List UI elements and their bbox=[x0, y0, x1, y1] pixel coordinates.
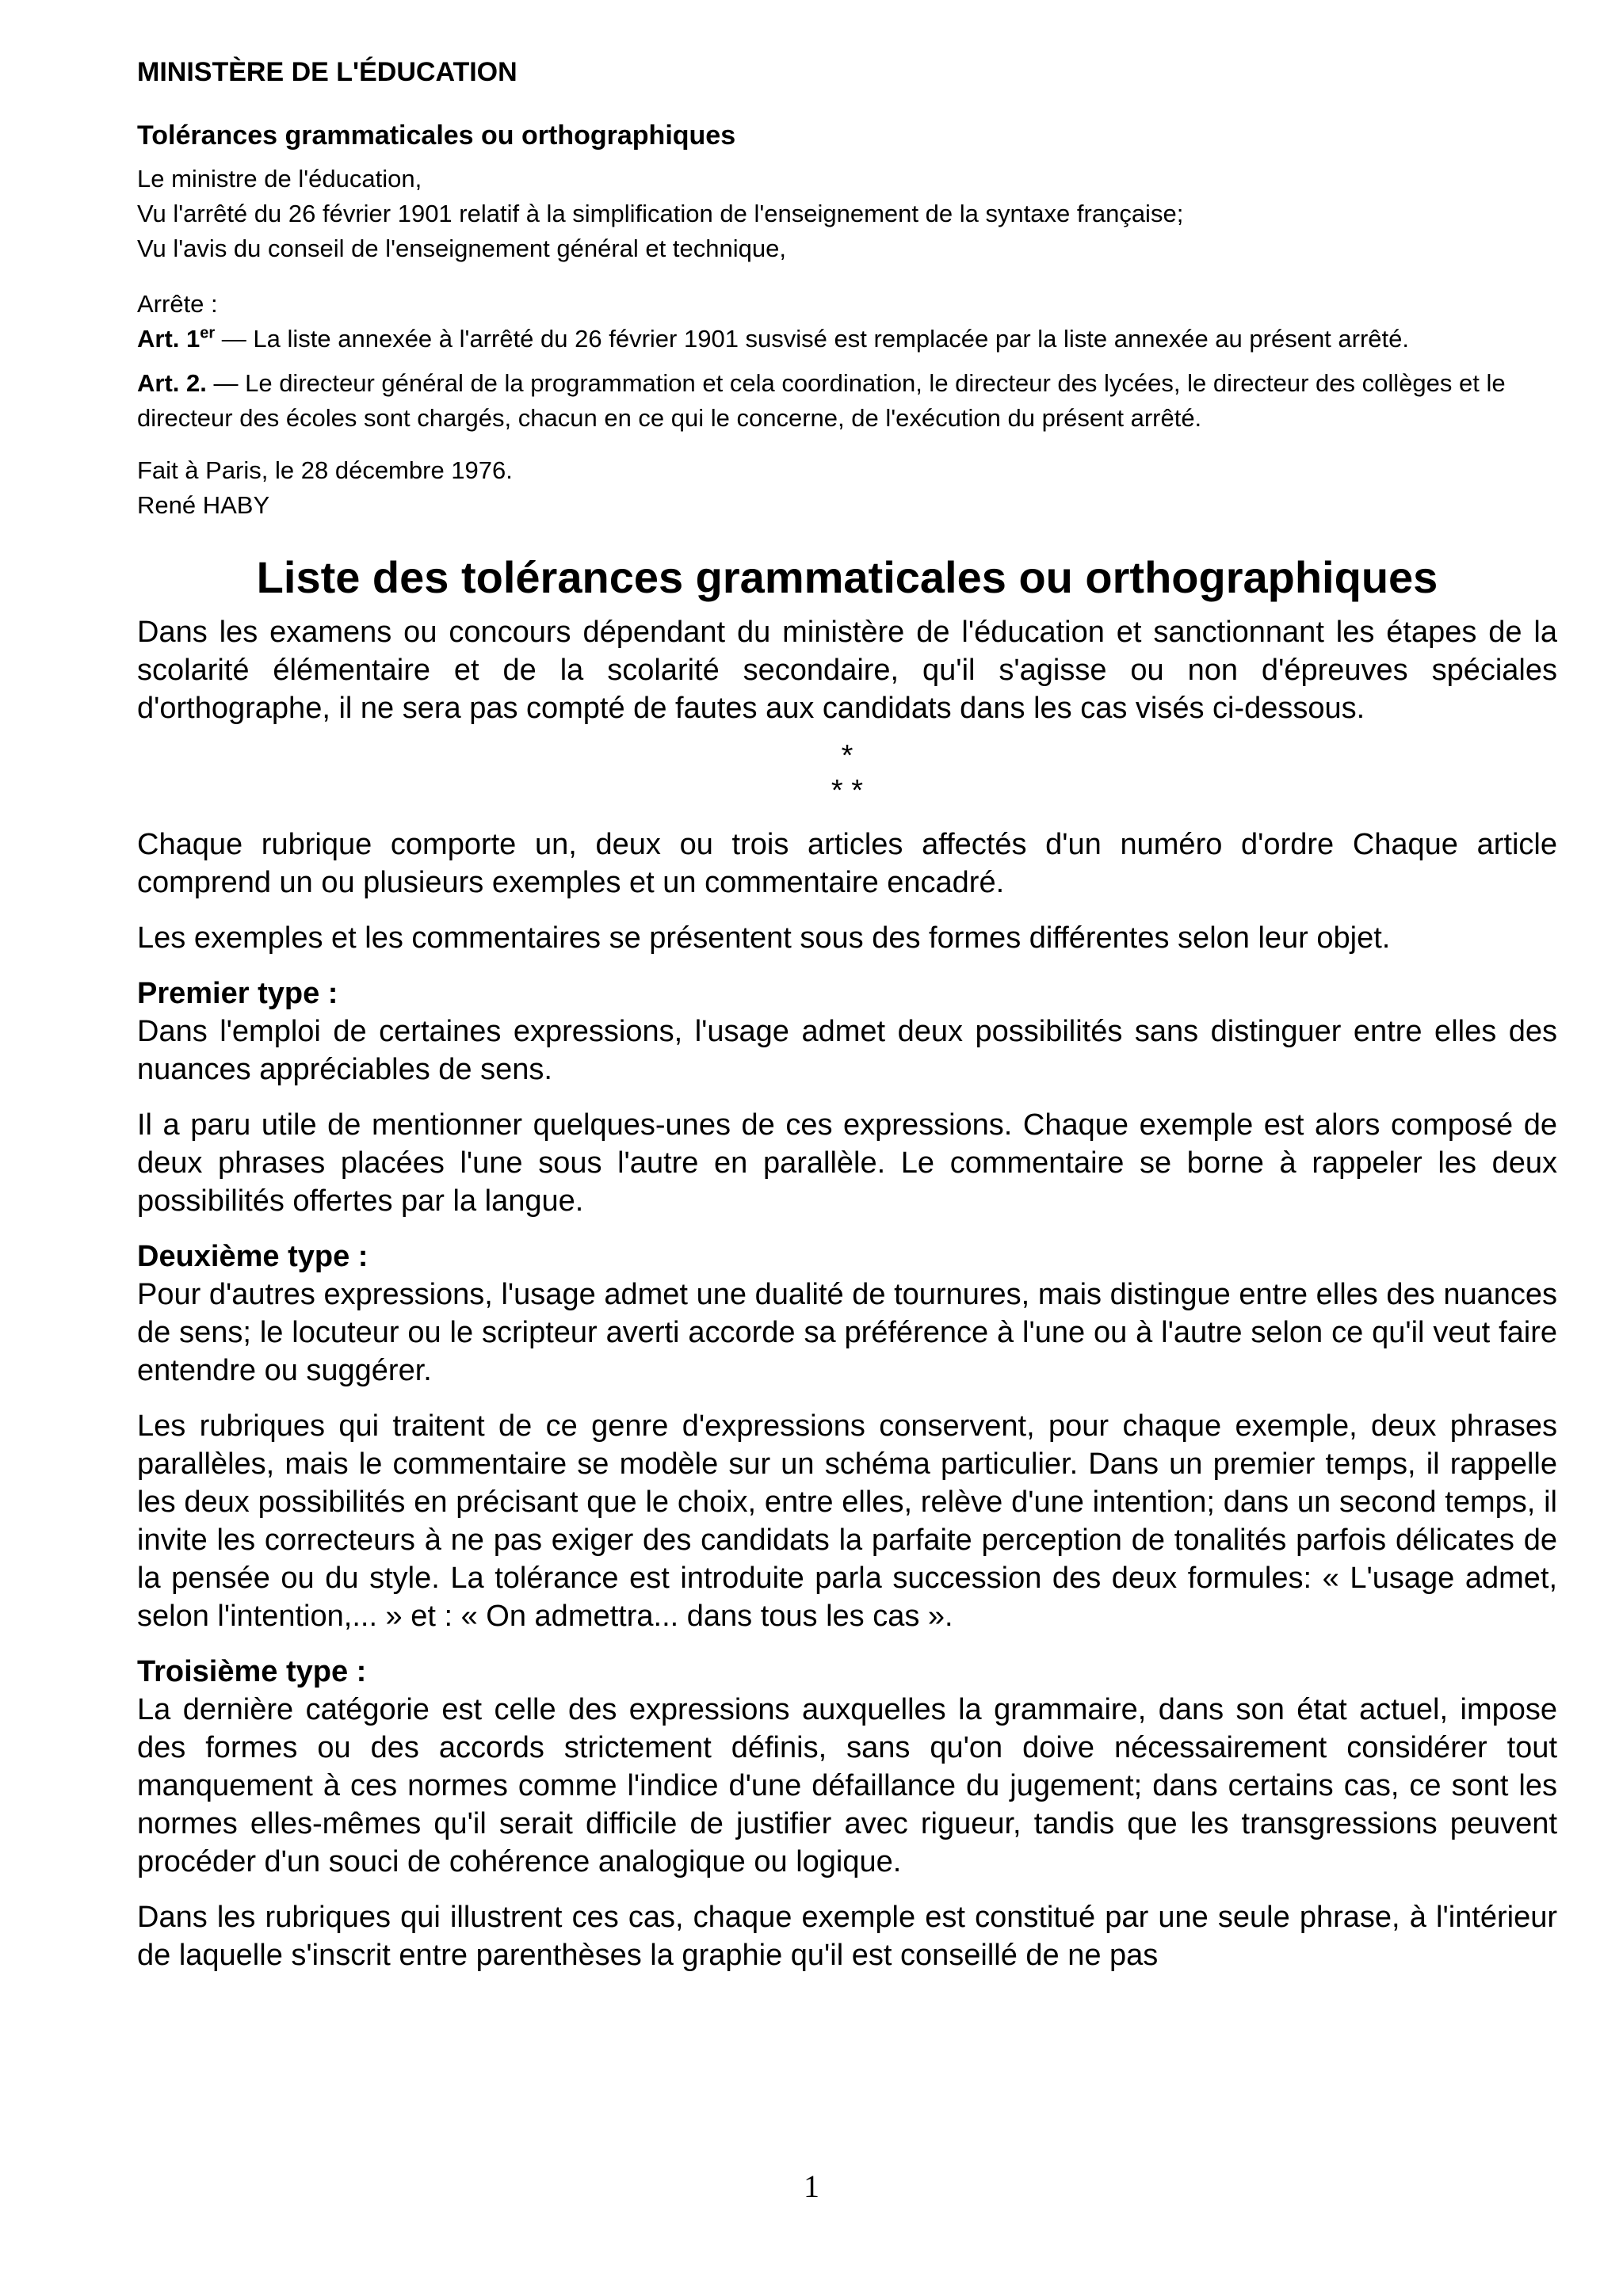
preamble bbox=[137, 162, 1557, 523]
article-2-text: — Le directeur général de la programmation et cela coordination, le directeur des lycées, le directeur des collèges et le directeur des écoles sont chargés, chacun en ce qui le concerne, de l'exécution du présent arrêté. bbox=[137, 369, 1506, 432]
article-1 bbox=[137, 322, 1557, 357]
article-1-label: Art. 1er bbox=[137, 324, 216, 353]
main-title: Liste des tolérances grammaticales ou orthographiques bbox=[256, 552, 1438, 602]
type1-paragraph: Il a paru utile de mentionner quelques-unes de ces expressions. Chaque exemple est alors composé de deux phrases placées l'une sous l'autre en parallèle. Le commentaire se borne à rappeler les deux possibilités offertes par la langue. bbox=[137, 1108, 1557, 1218]
type2-paragraph: Les rubriques qui traitent de ce genre d'expressions conservent, pour chaque exemple, deux phrases parallèles, mais le commentaire se modèle sur un schéma particulier. Dans un premier temps, il rappelle les deux possibilités en précisant que le choix, entre elles, relève d'une intention; dans un second temps, il invite les correcteurs à ne pas exiger des candidats la parfaite perception de tonalités parfois délicates de la pensée ou du style. La tolérance est introduite parla succession des deux formules: « L'usage admet, selon l'intention,... » et : « On admettra... dans tous les cas ». bbox=[137, 1409, 1557, 1633]
type3-paragraph: La dernière catégorie est celle des expressions auxquelles la grammaire, dans son état actuel, impose des formes ou des accords strictement définis, sans qu'on doive nécessairement considérer tout manquement à ces normes comme l'indice d'une défaillance du jugement; dans certains cas, ce sont les normes elles-mêmes qu'il serait difficile de justifier avec rigueur, tandis que les transgressions peuvent procéder d'un souci de cohérence analogique ou logique. bbox=[137, 1693, 1557, 1878]
asterism bbox=[137, 738, 1557, 808]
asterism-bottom: * * bbox=[831, 774, 864, 807]
preamble-line: Vu l'arrêté du 26 février 1901 relatif à la simplification de l'enseignement de la syntaxe française; bbox=[137, 200, 1184, 227]
ministry-heading: MINISTÈRE DE L'ÉDUCATION bbox=[137, 57, 517, 87]
intro-paragraph: Dans les examens ou concours dépendant du ministère de l'éducation et sanctionnant les étapes de la scolarité élémentaire et de la scolarité secondaire, qu'il s'agisse ou non d'épreuves spéciales d'orthographe, il ne sera pas compté de fautes aux candidats dans les cas visés ci-dessous. bbox=[137, 616, 1557, 725]
exemples-paragraph: Les exemples et les commentaires se présentent sous des formes différentes selon leur objet. bbox=[137, 921, 1391, 955]
type1-paragraph: Dans l'emploi de certaines expressions, l'usage admet deux possibilités sans distinguer entre elles des nuances appréciables de sens. bbox=[137, 1015, 1557, 1086]
article-2 bbox=[137, 366, 1557, 436]
type3-heading: Troisième type : bbox=[137, 1655, 367, 1688]
rubrique-paragraph: Chaque rubrique comporte un, deux ou trois articles affectés d'un numéro d'ordre Chaque article comprend un ou plusieurs exemples et un commentaire encadré. bbox=[137, 828, 1557, 899]
type1-heading: Premier type : bbox=[137, 977, 338, 1010]
decree-subtitle: Tolérances grammaticales ou orthographiques bbox=[137, 120, 736, 151]
type2-paragraph: Pour d'autres expressions, l'usage admet une dualité de tournures, mais distingue entre elles des nuances de sens; le locuteur ou le scripteur averti accorde sa préférence à l'une ou à l'autre selon ce qu'il veut faire entendre ou suggérer. bbox=[137, 1278, 1557, 1387]
article-2-label: Art. 2. bbox=[137, 369, 207, 397]
type3-paragraph: Dans les rubriques qui illustrent ces cas, chaque exemple est constitué par une seule phrase, à l'intérieur de laquelle s'inscrit entre parenthèses la graphie qu'il est conseillé de ne pas bbox=[137, 1901, 1557, 1972]
signature-place-date: Fait à Paris, le 28 décembre 1976. bbox=[137, 456, 513, 484]
signature-name: René HABY bbox=[137, 491, 270, 519]
preamble-line: Vu l'avis du conseil de l'enseignement général et technique, bbox=[137, 235, 786, 262]
asterism-top: * bbox=[841, 739, 854, 772]
main-body bbox=[137, 613, 1557, 1974]
preamble-line: Le ministre de l'éducation, bbox=[137, 165, 422, 193]
document-page bbox=[137, 55, 1557, 1992]
article-1-text: — La liste annexée à l'arrêté du 26 février 1901 susvisé est remplacée par la liste annexée au présent arrêté. bbox=[221, 325, 1409, 353]
signature-block bbox=[137, 453, 1557, 523]
arrete-label: Arrête : bbox=[137, 290, 218, 318]
type2-heading: Deuxième type : bbox=[137, 1240, 369, 1273]
page-number: 1 bbox=[804, 2168, 819, 2204]
